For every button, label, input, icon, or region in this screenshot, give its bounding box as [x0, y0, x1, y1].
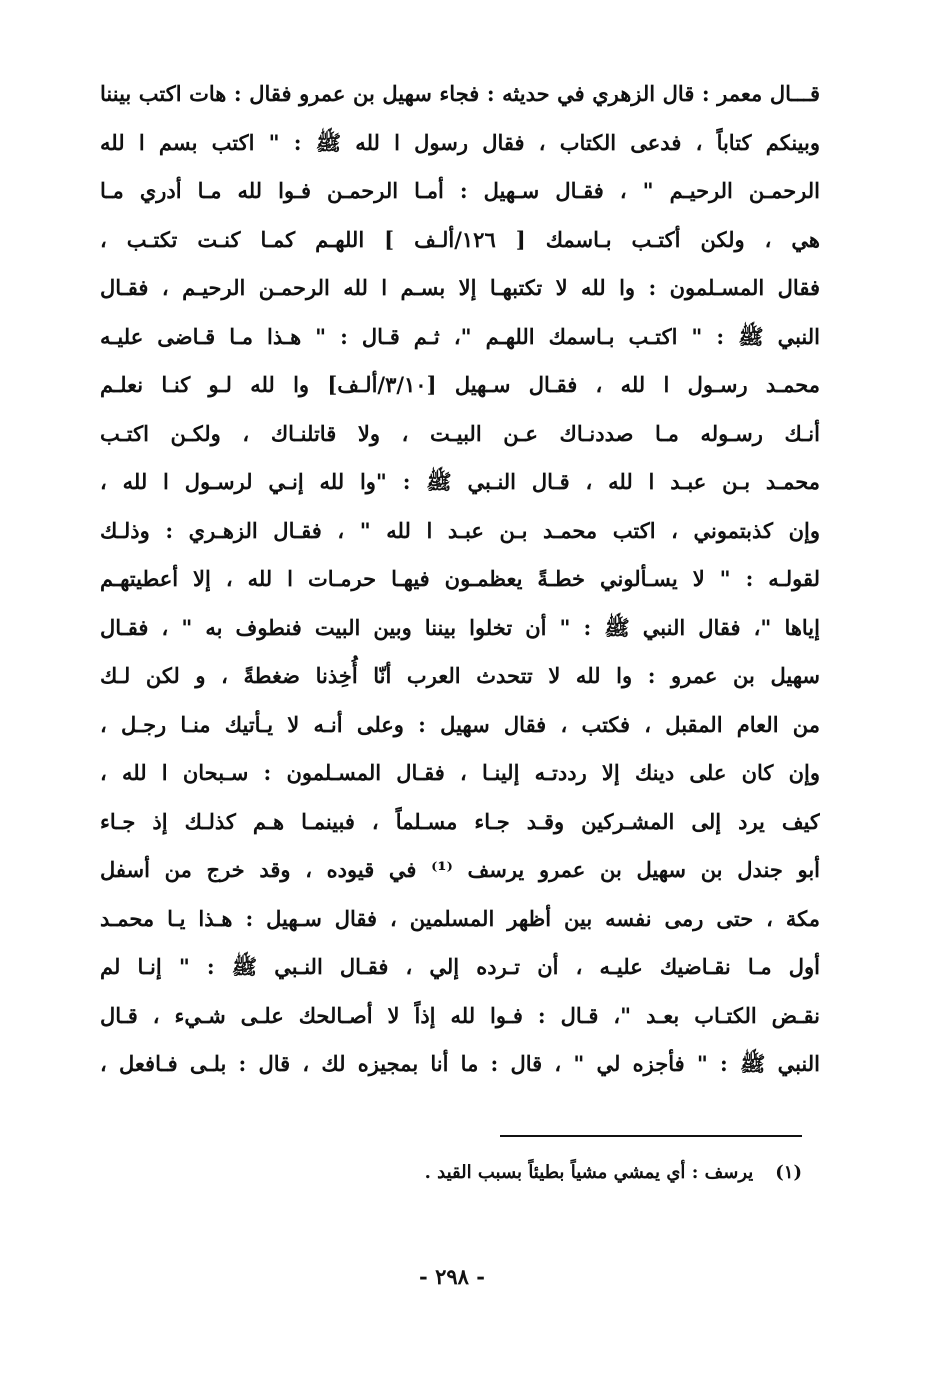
footnote-divider — [500, 1135, 802, 1137]
text-line: وإن كذبتموني ، اكتب محمـد بـن عبـد ا لله " ، فقـال الزهـري : وذلـك — [100, 517, 820, 543]
main-text-block — [100, 70, 820, 1089]
text-line: لقولـه : " لا يسـألوني خطـةً يعظمـون فيهـا حرمـات ا لله ، إلا أعطيتهـم — [100, 566, 820, 591]
text-line: محمـد بـن عبـد ا لله ، قـال النـبي ﷺ : "وا لله إنـي لرسـول ا لله ، — [100, 469, 820, 494]
text-line: قـــال معمر : قال الزهري في حديثه : فجاء سهيل بن عمرو فقال : هات اكتب بيننا — [100, 81, 820, 106]
page-number: - ٢٩٨ - — [419, 1264, 485, 1289]
text-line: النبي ﷺ : " فأجزه لي " ، قال : ما أنا بمجيزه لك ، قال : بلـى فـافعل ، — [100, 1051, 820, 1076]
text-line: وبينكم كتاباً ، فدعى الكتاب ، فقال رسول ا لله ﷺ : " اكتب بسم ا لله — [100, 129, 820, 155]
text-line: مكة ، حتى رمى نفسه بين أظهر المسلمين ، فقال سـهيل : هـذا يـا محمـد — [100, 905, 820, 931]
text-line: النبي ﷺ : " اكتـب بـاسمك اللهـم "، ثـم قـال : " هـذا مـا قـاضى عليـه — [100, 323, 820, 349]
text-line: نقـض الكتـاب بعـد "، قـال : فـوا لله إذاً لا أصـالحك علـى شـيء ، قـال — [100, 1002, 820, 1028]
text-line: فقال المسـلمون : وا لله لا تكتبهـا إلا بسـم ا لله الرحمـن الرحيـم ، فقـال — [100, 275, 820, 300]
footnote-text: يرسف : أي يمشي مشياً بطيئاً بسبب القيد . — [424, 1162, 754, 1183]
text-line: محمـد رسـول ا لله ، فقـال سـهيل [٣/١٠/ألـف] وا لله لـو كنـا نعلـم — [100, 372, 820, 397]
footnote — [300, 1158, 802, 1188]
text-line: كيف يرد إلى المشـركين وقـد جـاء مسـلماً ، فبينمـا هـم كذلـك إذ جـاء — [100, 808, 820, 834]
text-line: سهيل بن عمرو : وا لله لا تتحدث العرب أنّا أُخِذنا ضغطةً ، و لكن لـك — [100, 663, 820, 688]
text-line: أول مـا نقـاضيك عليـه ، أن تـرده إلي ، فقـال النـبي ﷺ : " إنـا لم — [100, 954, 820, 979]
text-line: إياها "، فقال النبي ﷺ : " أن تخلوا بيننا وبين البيت فنطوف به " ، فقـال — [100, 614, 820, 640]
text-line: من العام المقبل ، فكتب ، فقال سهيل : وعلى أنـه لا يـأتيك منـا رجـل ، — [100, 711, 820, 737]
text-line: أنـك رسـوله مـا صددنـاك عـن البيـت ، ولا قاتلنـاك ، ولكـن اكتـب — [100, 420, 820, 446]
text-line: الرحمـن الرحيـم " ، فقـال سـهيل : أمـا الرحمـن فـوا لله مـا أدري مـا — [100, 178, 820, 203]
text-line: أبو جندل بن سهيل بن عمرو يرسف ⁽¹⁾ في قيوده ، وقد خرج من أسفل — [100, 857, 820, 882]
text-line: وإن كان على دينك إلا رددتـه إلينـا ، فقـال المسـلمون : سـبحان ا لله ، — [100, 760, 820, 785]
footnote-number: (١) — [775, 1162, 802, 1183]
text-line: هي ، ولكن أكتـب بـاسمك [ ١٢٦/ألـف ] اللهـم كمـا كنـت تكتـب ، — [100, 226, 820, 252]
